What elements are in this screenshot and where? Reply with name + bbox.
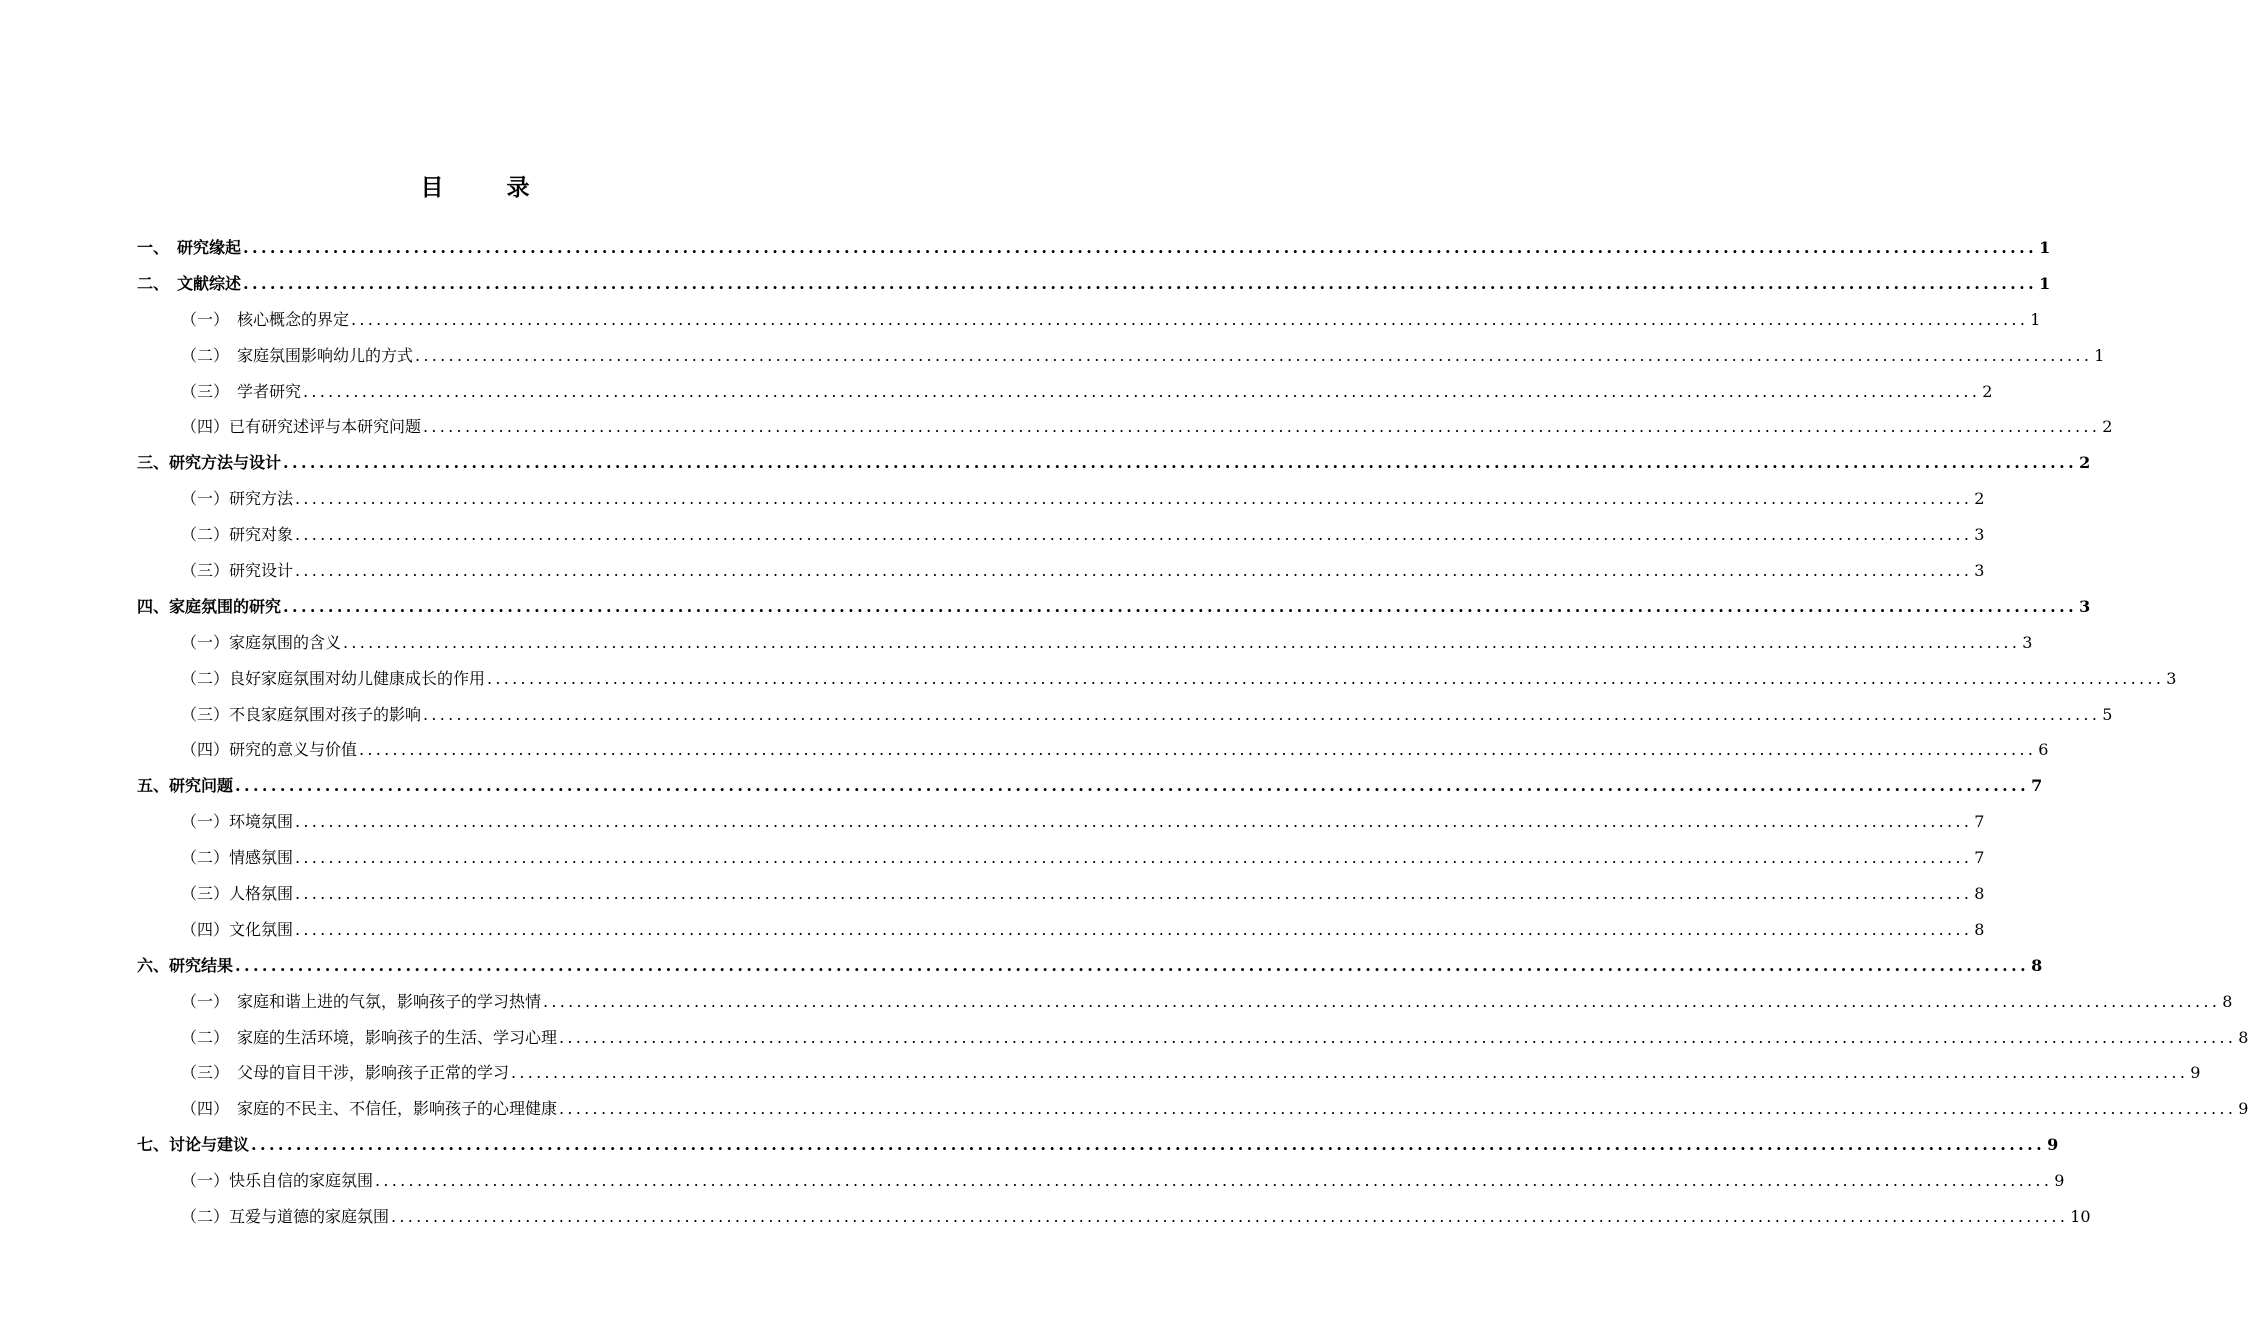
toc-leader-dots: ........................................................................................................................................................................................................ [559, 1027, 2237, 1047]
toc-entry[interactable] [137, 661, 2177, 697]
toc-leader-dots: ........................................................................................................................................................................................................ [559, 1099, 2237, 1119]
toc-leader-dots: ........................................................................................................................................................................................................ [295, 919, 1973, 939]
toc-entry[interactable] [137, 517, 1985, 553]
toc-leader-dots: ........................................................................................................................................................................................................ [295, 848, 1973, 868]
toc-leader-dots: ........................................................................................................................................................................................................ [303, 381, 1981, 401]
toc-leader-dots: ........................................................................................................................................................................................................ [375, 1171, 2053, 1191]
toc-entry-page: 2 [1982, 381, 1993, 401]
toc-entry-page: 9 [2047, 1135, 2059, 1155]
toc-list [137, 230, 2248, 1235]
toc-entry-label: 六、研究结果 [137, 955, 234, 975]
toc-title: 目 录 [420, 174, 550, 201]
toc-entry[interactable] [137, 374, 1993, 410]
toc-leader-dots: ........................................................................................................................................................................................................ [243, 238, 2038, 257]
toc-entry-label: （二） 家庭的生活环境，影响孩子的生活、学习心理 [181, 1027, 558, 1047]
toc-leader-dots: ........................................................................................................................................................................................................ [283, 453, 2078, 473]
toc-entry-page: 3 [2022, 632, 2033, 652]
toc-entry-page: 6 [2038, 740, 2049, 760]
toc-leader-dots: ........................................................................................................................................................................................................ [251, 1135, 2046, 1155]
toc-entry[interactable] [137, 1055, 2201, 1091]
toc-entry-label: （四） 家庭的不民主、不信任，影响孩子的心理健康 [181, 1099, 558, 1119]
toc-entry[interactable] [137, 840, 1985, 876]
toc-entry-label: （二） 家庭氛围影响幼儿的方式 [181, 345, 414, 365]
toc-entry-page: 9 [2190, 1063, 2201, 1083]
toc-leader-dots: ........................................................................................................................................................................................................ [423, 704, 2101, 724]
toc-entry-label: （四）已有研究述评与本研究问题 [181, 417, 422, 437]
toc-entry-page: 3 [1974, 525, 1985, 545]
toc-entry-label: （三）人格氛围 [181, 884, 294, 904]
toc-entry-label: （一）快乐自信的家庭氛围 [181, 1171, 374, 1191]
toc-entry-page: 7 [2031, 776, 2043, 796]
toc-entry[interactable] [137, 230, 2051, 266]
toc-entry-label: （一）环境氛围 [181, 812, 294, 832]
toc-leader-dots: ........................................................................................................................................................................................................ [543, 991, 2221, 1011]
toc-entry-page: 1 [2030, 309, 2041, 329]
toc-entry-label: （一） 家庭和谐上进的气氛，影响孩子的学习热情 [181, 991, 542, 1011]
toc-entry[interactable] [137, 481, 1985, 517]
toc-leader-dots: ........................................................................................................................................................................................................ [415, 345, 2093, 365]
toc-entry-page: 8 [2222, 991, 2233, 1011]
toc-entry[interactable] [137, 266, 2051, 302]
toc-entry[interactable] [137, 445, 2091, 481]
toc-leader-dots: ........................................................................................................................................................................................................ [295, 884, 1973, 904]
toc-entry[interactable] [137, 589, 2091, 625]
toc-entry-page: 2 [2079, 453, 2091, 473]
toc-entry[interactable] [137, 912, 1985, 948]
toc-entry[interactable] [137, 948, 2043, 984]
toc-entry[interactable] [137, 409, 2113, 445]
toc-leader-dots: ........................................................................................................................................................................................................ [235, 776, 2030, 796]
toc-entry[interactable] [137, 1127, 2059, 1163]
toc-entry-page: 3 [2079, 596, 2091, 616]
toc-leader-dots: ........................................................................................................................................................................................................ [343, 632, 2021, 652]
toc-entry-label: （二）情感氛围 [181, 848, 294, 868]
toc-leader-dots: ........................................................................................................................................................................................................ [423, 417, 2101, 437]
toc-entry-label: （一）研究方法 [181, 489, 294, 509]
toc-entry-label: 四、家庭氛围的研究 [137, 596, 282, 616]
toc-entry[interactable] [137, 302, 2041, 338]
toc-entry-label: （三）不良家庭氛围对孩子的影响 [181, 704, 422, 724]
toc-entry[interactable] [137, 984, 2233, 1020]
toc-entry-page: 8 [2031, 955, 2043, 975]
toc-entry-page: 2 [2102, 417, 2113, 437]
toc-entry-label: 七、讨论与建议 [137, 1135, 250, 1155]
toc-leader-dots: ........................................................................................................................................................................................................ [243, 273, 2038, 293]
toc-leader-dots: ........................................................................................................................................................................................................ [295, 525, 1973, 545]
toc-entry-label: 三、研究方法与设计 [137, 453, 282, 473]
toc-entry[interactable] [137, 697, 2113, 733]
toc-entry-label: （三） 学者研究 [181, 381, 302, 401]
toc-entry-label: （四）文化氛围 [181, 919, 294, 939]
toc-entry-page: 1 [2039, 238, 2051, 257]
toc-entry-label: （一）家庭氛围的含义 [181, 632, 342, 652]
toc-entry[interactable] [137, 338, 2105, 374]
toc-leader-dots: ........................................................................................................................................................................................................ [295, 561, 1973, 581]
toc-leader-dots: ........................................................................................................................................................................................................ [487, 668, 2165, 688]
toc-leader-dots: ........................................................................................................................................................................................................ [391, 1207, 2069, 1227]
toc-entry-label: 二、 文献综述 [137, 273, 242, 293]
toc-leader-dots: ........................................................................................................................................................................................................ [235, 955, 2030, 975]
toc-entry-label: 一、 研究缘起 [137, 238, 242, 257]
toc-entry[interactable] [137, 876, 1985, 912]
toc-entry-page: 1 [2039, 273, 2051, 293]
toc-entry-page: 9 [2054, 1171, 2065, 1191]
toc-entry-label: （二）互爱与道德的家庭氛围 [181, 1207, 390, 1227]
toc-entry-page: 7 [1974, 812, 1985, 832]
toc-entry[interactable] [137, 625, 2033, 661]
toc-entry-page: 7 [1974, 848, 1985, 868]
toc-entry[interactable] [137, 1163, 2065, 1199]
toc-leader-dots: ........................................................................................................................................................................................................ [295, 489, 1973, 509]
toc-entry-page: 8 [1974, 919, 1985, 939]
toc-entry-page: 5 [2102, 704, 2113, 724]
toc-entry[interactable] [137, 553, 1985, 589]
toc-leader-dots: ........................................................................................................................................................................................................ [295, 812, 1973, 832]
toc-entry-page: 9 [2238, 1099, 2248, 1119]
toc-entry-label: （二）良好家庭氛围对幼儿健康成长的作用 [181, 668, 486, 688]
toc-entry-page: 3 [1974, 561, 1985, 581]
toc-entry-label: （三） 父母的盲目干涉，影响孩子正常的学习 [181, 1063, 510, 1083]
toc-entry-label: （二）研究对象 [181, 525, 294, 545]
toc-leader-dots: ........................................................................................................................................................................................................ [283, 596, 2078, 616]
toc-entry[interactable] [137, 804, 1985, 840]
toc-entry[interactable] [137, 1199, 2091, 1235]
toc-entry[interactable] [137, 1020, 2248, 1056]
toc-entry-label: 五、研究问题 [137, 776, 234, 796]
toc-entry[interactable] [137, 768, 2043, 804]
toc-entry[interactable] [137, 1091, 2248, 1127]
toc-entry-label: （四）研究的意义与价值 [181, 740, 358, 760]
toc-entry-page: 10 [2070, 1207, 2091, 1227]
toc-leader-dots: ........................................................................................................................................................................................................ [511, 1063, 2189, 1083]
toc-entry-page: 2 [1974, 489, 1985, 509]
toc-entry-page: 8 [2238, 1027, 2248, 1047]
toc-entry-label: （一） 核心概念的界定 [181, 309, 350, 329]
toc-entry-page: 8 [1974, 884, 1985, 904]
toc-entry[interactable] [137, 732, 2049, 768]
toc-entry-label: （三）研究设计 [181, 561, 294, 581]
toc-leader-dots: ........................................................................................................................................................................................................ [359, 740, 2037, 760]
toc-entry-page: 3 [2166, 668, 2177, 688]
toc-leader-dots: ........................................................................................................................................................................................................ [351, 309, 2029, 329]
toc-entry-page: 1 [2094, 345, 2105, 365]
